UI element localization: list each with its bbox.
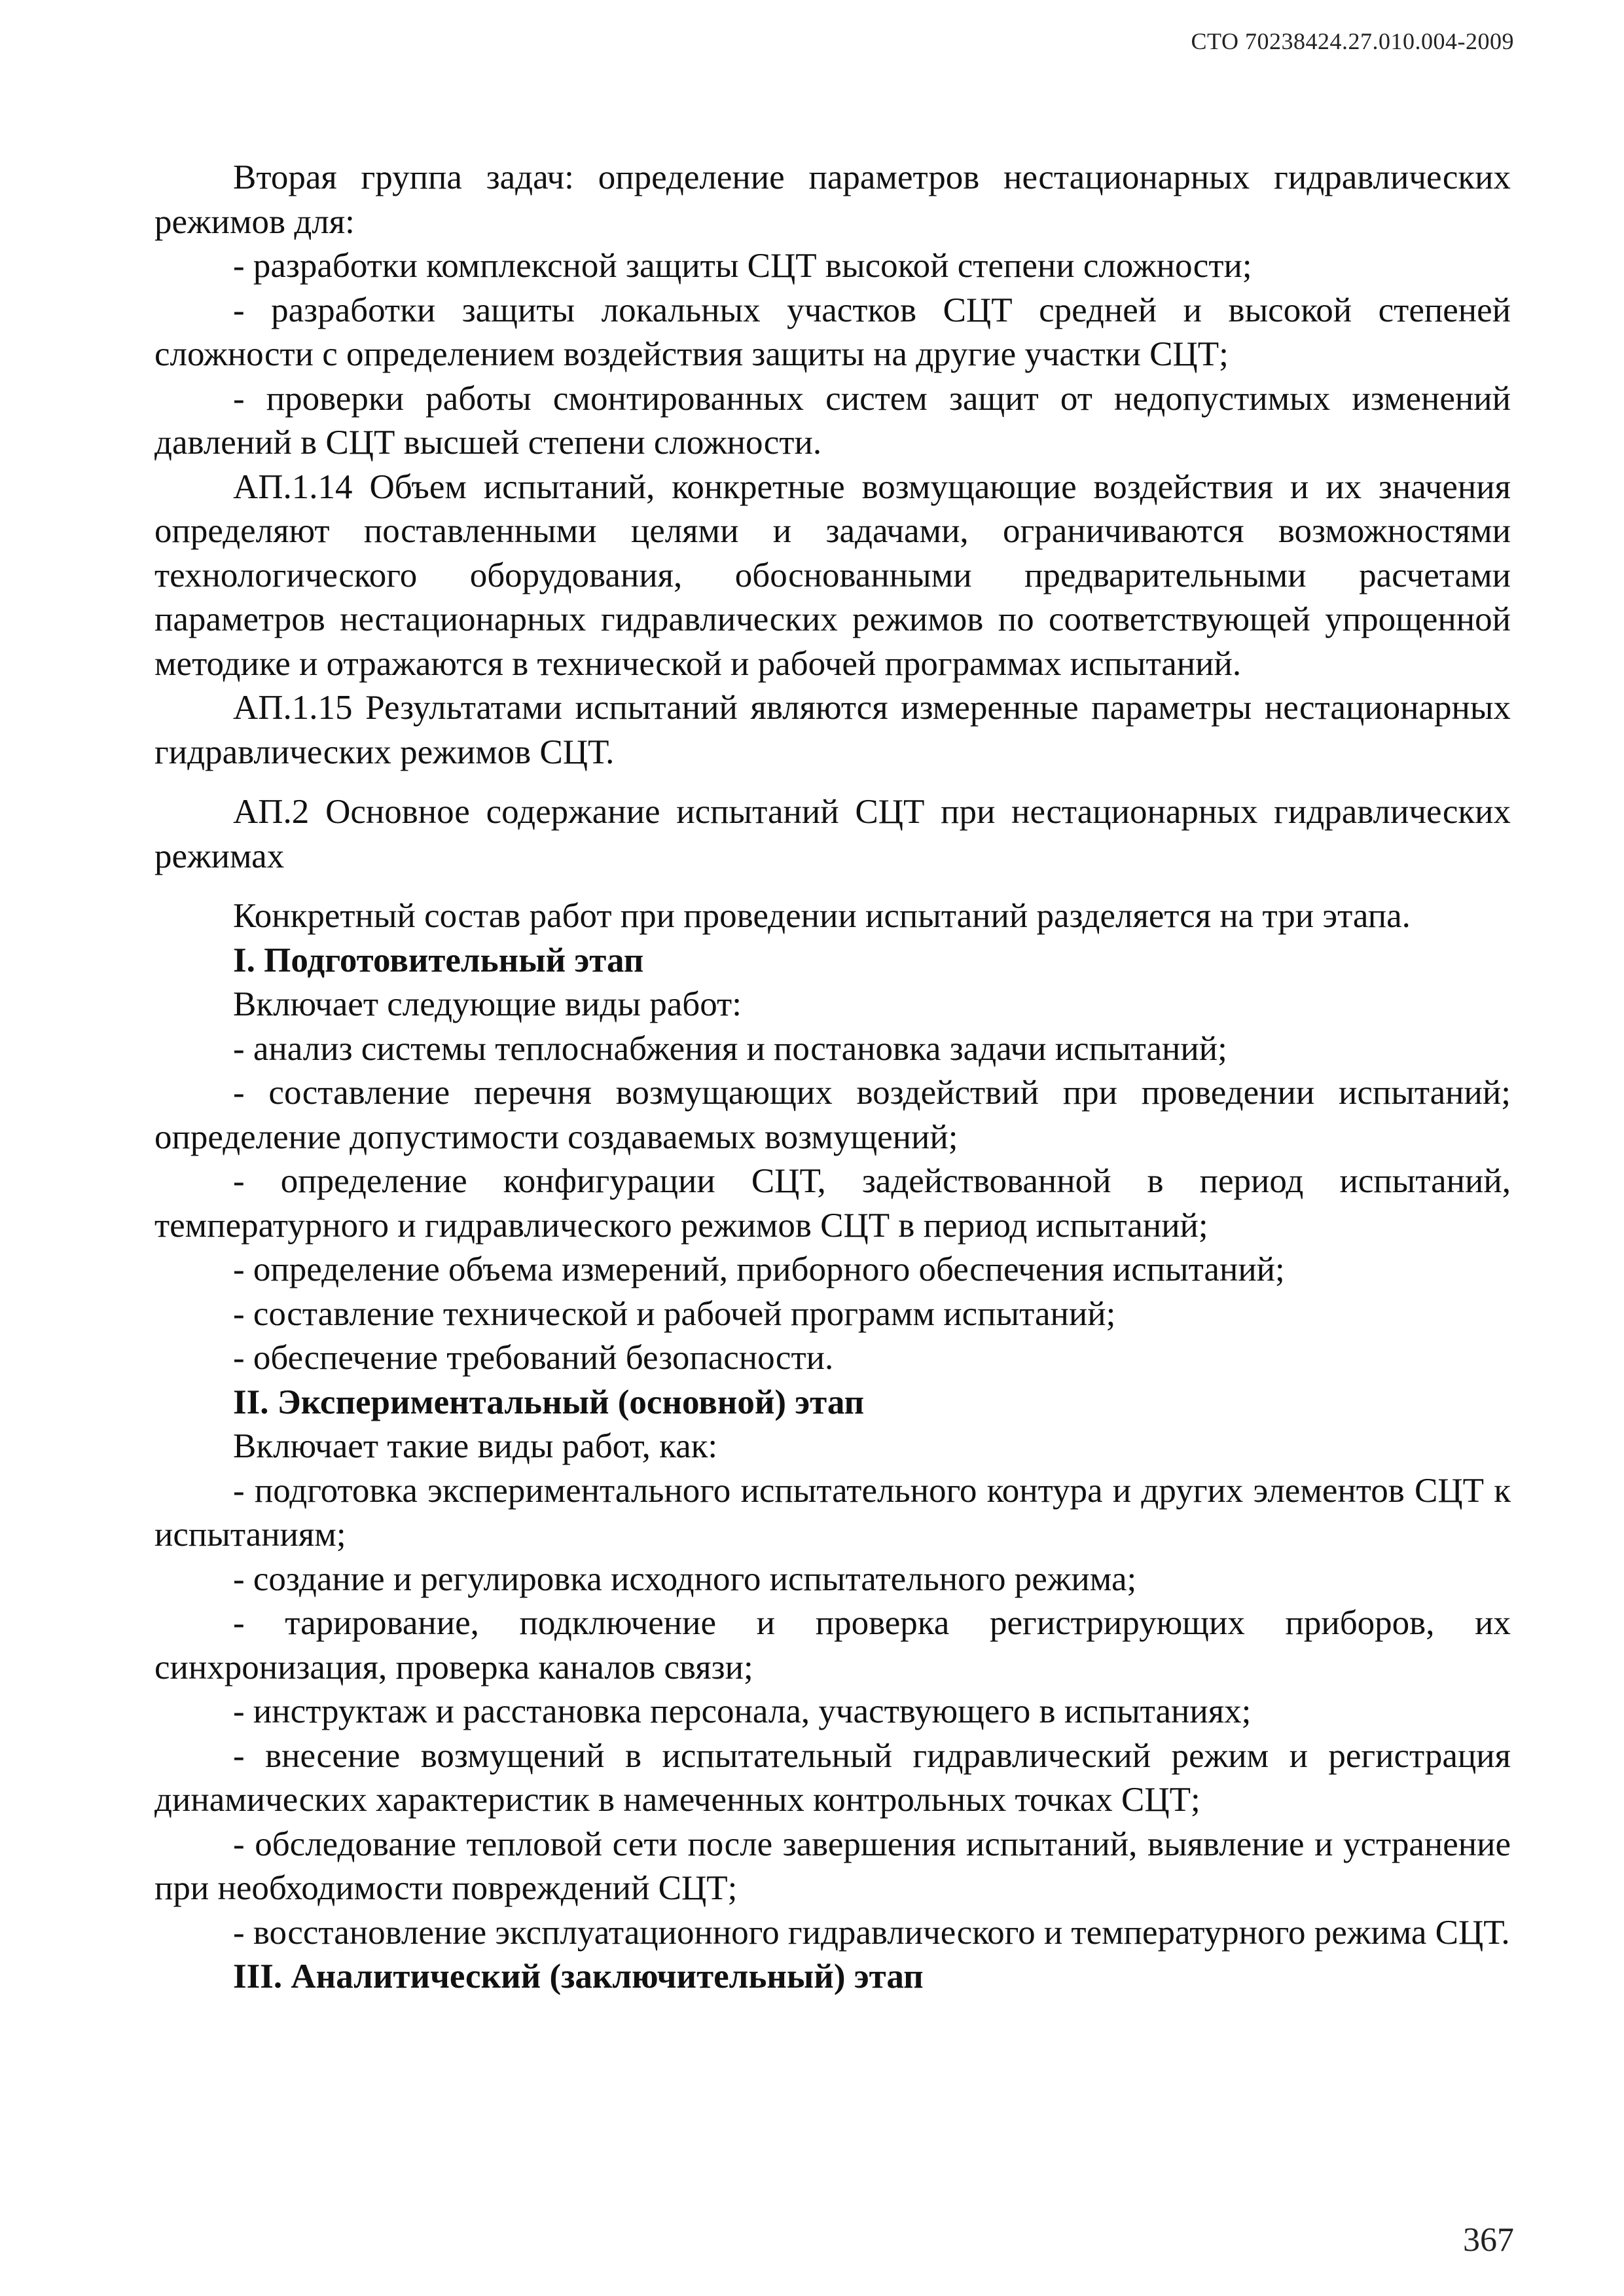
list-item: - внесение возмущений в испытательный гидравлический режим и регистрация динамических характеристик в намеченных контрольных точках СЦТ; — [154, 1736, 1511, 1819]
clause-ap-1-15: АП.1.15 Результатами испытаний являются измеренные параметры нестационарных гидравлических режимов СЦТ. — [154, 689, 1511, 771]
section-heading-ap-2: АП.2 Основное содержание испытаний СЦТ при нестационарных гидравлических режимах — [154, 793, 1511, 875]
paragraph-includes: Включает такие виды работ, как: — [233, 1427, 718, 1465]
paragraph-second-task-group: Вторая группа задач: определение параметров нестационарных гидравлических режимов для: — [154, 158, 1511, 241]
stage-heading-preparatory: I. Подготовительный этап — [233, 941, 644, 979]
list-item: - определение конфигурации СЦТ, задействованной в период испытаний, температурного и гидравлического режимов СЦТ в период испытаний; — [154, 1162, 1511, 1245]
list-item: - тарирование, подключение и проверка регистрирующих приборов, их синхронизация, проверка каналов связи; — [154, 1604, 1511, 1686]
list-item: - определение объема измерений, приборного обеспечения испытаний; — [233, 1250, 1285, 1288]
list-item: - обследование тепловой сети после завершения испытаний, выявление и устранение при необходимости повреждений СЦТ; — [154, 1825, 1511, 1907]
clause-ap-1-14: АП.1.14 Объем испытаний, конкретные возмущающие воздействия и их значения определяют поставленными целями и задачами, ограничиваются возможностями технологического оборудования, обоснованными предварительными расчетами параметров нестационарных гидравлических режимов по соответствующей упрощенной методике и отражаются в технической и рабочей программах испытаний. — [154, 467, 1511, 683]
list-item: - обеспечение требований безопасности. — [233, 1339, 834, 1377]
list-item: - создание и регулировка исходного испытательного режима; — [233, 1559, 1137, 1598]
stage-heading-analytical: III. Аналитический (заключительный) этап — [233, 1958, 924, 1995]
list-item: - составление технической и рабочей программ испытаний; — [233, 1294, 1116, 1333]
list-item: - инструктаж и расстановка персонала, участвующего в испытаниях; — [233, 1692, 1252, 1730]
list-item: - подготовка экспериментального испытательного контура и других элементов СЦТ к испытаниям; — [154, 1471, 1511, 1554]
list-item: - анализ системы теплоснабжения и постановка задачи испытаний; — [233, 1029, 1227, 1068]
paragraph-stages-intro: Конкретный состав работ при проведении испытаний разделяется на три этапа. — [233, 897, 1411, 935]
list-item: - разработки комплексной защиты СЦТ высокой степени сложности; — [233, 247, 1252, 285]
list-item: - составление перечня возмущающих воздействий при проведении испытаний; определение допустимости создаваемых возмущений; — [154, 1074, 1511, 1156]
paragraph-includes: Включает следующие виды работ: — [233, 985, 742, 1023]
stage-heading-experimental: II. Экспериментальный (основной) этап — [233, 1383, 865, 1421]
list-item: - разработки защиты локальных участков СЦТ средней и высокой степеней сложности с определением воздействия защиты на другие участки СЦТ; — [154, 291, 1511, 373]
document-code-header: СТО 70238424.27.010.004-2009 — [1191, 28, 1514, 54]
document-body — [154, 156, 1511, 1999]
list-item: - проверки работы смонтированных систем защит от недопустимых изменений давлений в СЦТ высшей степени сложности. — [154, 379, 1511, 462]
list-item: - восстановление эксплуатационного гидравлического и температурного режима СЦТ. — [233, 1913, 1510, 1952]
page-number: 367 — [1463, 2221, 1514, 2259]
